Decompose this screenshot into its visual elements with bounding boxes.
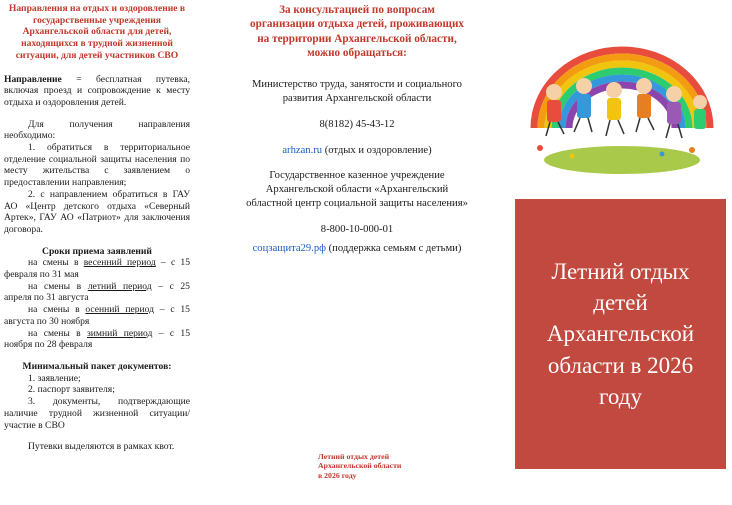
- footer-line-1: Летний отдых детей: [318, 452, 390, 461]
- middle-panel: [246, 3, 468, 256]
- footer-line-2: Архангельской области: [318, 461, 402, 471]
- ministry-phone: 8(8182) 45-43-12: [319, 118, 395, 130]
- center-site-link[interactable]: соцзащита29.рф: [252, 243, 326, 255]
- need-intro: Для получения направления необходимо:: [4, 118, 190, 142]
- ministry-site-note: (отдых и оздоровление): [322, 144, 432, 156]
- left-panel: [4, 3, 190, 453]
- ministry-site-line: [246, 144, 468, 158]
- doc-item-1: 1. заявление;: [28, 372, 81, 384]
- doc-item-3: 3. документы, подтверждающие наличие трудной жизненной ситуации/участие в СВО: [4, 396, 190, 431]
- term-spring: на смены в весенний период – с 15 февраля по 31 мая: [4, 257, 190, 281]
- term-winter: на смены в зимний период – с 15 ноября по 28 февраля: [4, 327, 190, 351]
- center-phone: 8-800-10-000-01: [320, 223, 394, 235]
- direction-label: Направление: [4, 73, 62, 85]
- rainbow-children-illustration: [512, 28, 732, 178]
- need-step-1: 1. обратиться в территориальное отделение социальной защиты населения по месту жительства с заявлением о предоставлении направления;: [4, 142, 190, 189]
- term-autumn: на смены в осенний период – с 15 августа по 30 ноября: [4, 304, 190, 327]
- cover-title: Летний отдых детей Архангельской области в 2026 году: [546, 259, 695, 409]
- term-summer: на смены в летний период – с 25 апреля по 31 августа: [4, 280, 190, 304]
- direction-text: = бесплатная путевка, включая проезд и сопровождение к месту отдыха и оздоровления детей.: [4, 73, 190, 108]
- left-panel-title: Направления на отдых и оздоровление в государственные учреждения Архангельской области для детей, находящихся в трудной жизненной ситуации, для детей участников СВО: [8, 3, 186, 61]
- docs-title: Минимальный пакет документов:: [22, 360, 172, 372]
- consultation-title: За консультацией по вопросам организации отдыха детей, проживающих на территории Архангельской области, можно обращаться:: [250, 4, 464, 59]
- center-site-note: (поддержка семьям с детьми): [326, 243, 462, 255]
- ministry-name: Министерство труда, занятости и социального развития Архангельской области: [252, 79, 462, 105]
- quota-note: Путевки выделяются в рамках квот.: [28, 441, 175, 453]
- center-site-line: [246, 242, 468, 256]
- footer-line-3: в 2026 году: [318, 470, 357, 480]
- middle-footer: [318, 452, 438, 480]
- doc-item-2: 2. паспорт заявителя;: [28, 384, 115, 396]
- terms-title: Сроки приема заявлений: [42, 245, 152, 257]
- cover-panel: [515, 199, 726, 469]
- ministry-site-link[interactable]: arhzan.ru: [282, 144, 323, 156]
- direction-paragraph: [4, 74, 190, 109]
- center-name: Государственное казенное учреждение Архангельской области «Архангельский областной центр социальной защиты населения»: [246, 170, 468, 209]
- need-step-2: 2. с направлением обратиться в ГАУ АО «Центр детского отдыха «Северный Артек», ГАУ АО «Патриот» для заключения договора.: [4, 188, 190, 235]
